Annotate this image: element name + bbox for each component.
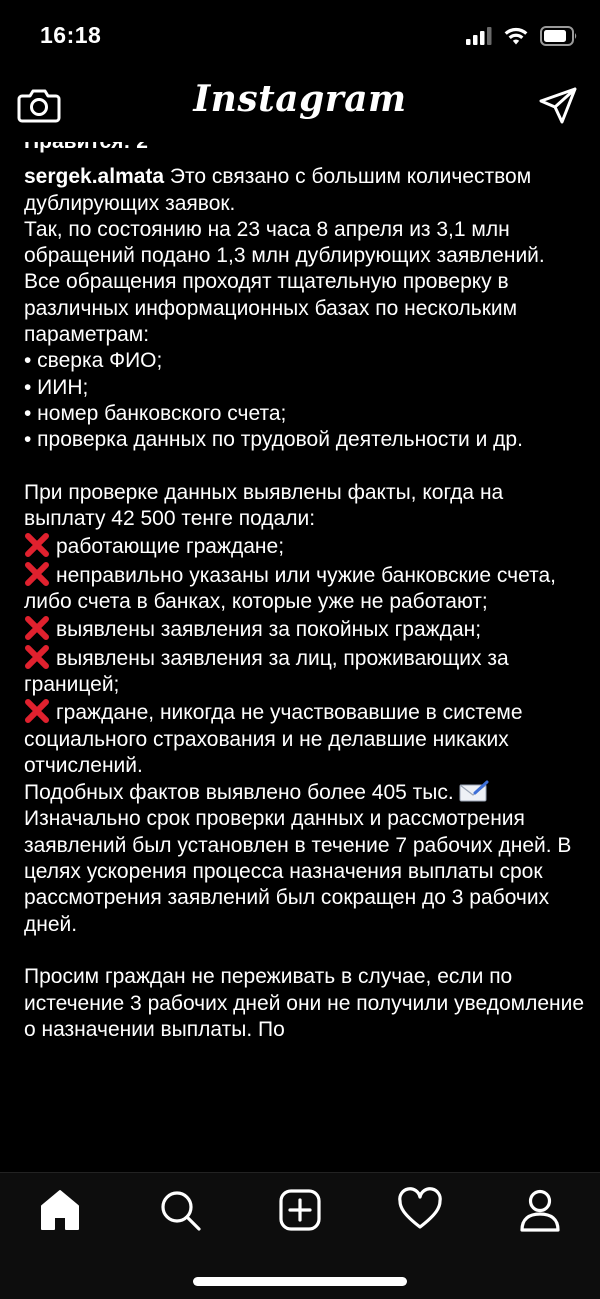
envelope-icon bbox=[458, 779, 488, 803]
direct-message-icon[interactable] bbox=[538, 85, 578, 125]
post-caption-area bbox=[24, 129, 584, 1043]
caption-text: Просим граждан не переживать в случае, если по истечение 3 рабочих дней они не получили уведомление о назначении выплаты. По bbox=[24, 965, 585, 1041]
bullet-item: • ИИН; bbox=[24, 375, 89, 399]
status-bar bbox=[0, 0, 600, 70]
cross-item bbox=[24, 615, 584, 643]
caption-comment bbox=[24, 164, 584, 1043]
search-icon[interactable] bbox=[157, 1187, 203, 1233]
activity-heart-icon[interactable] bbox=[397, 1187, 443, 1233]
cross-item-text: выявлены заявления за покойных граждан; bbox=[56, 618, 482, 642]
caption-text: Так, по состоянию на 23 часа 8 апреля из 3,1 млн обращений подано 1,3 млн дублирующих заявлений. bbox=[24, 217, 545, 268]
cross-item-text: выявлены заявления за лиц, проживающих за границей; bbox=[24, 646, 509, 696]
cross-mark-icon bbox=[24, 644, 50, 670]
caption-text: Подобных фактов выявлено более 405 тыс. bbox=[24, 781, 454, 805]
caption-text: Все обращения проходят тщательную проверку в различных информационных базах по нескольким параметрам: bbox=[24, 270, 518, 347]
cross-mark-icon bbox=[24, 698, 50, 724]
caption-text: Это связано с большим количеством дублирующих заявок. bbox=[24, 165, 532, 215]
cross-item bbox=[24, 561, 584, 616]
caption-text: Изначально срок проверки данных и рассмотрения заявлений был установлен в течение 7 рабочих дней. В целях ускорения процесса назначения выплаты срок рассмотрения заявлений был сокращен до 3 рабочих дней. bbox=[24, 807, 572, 936]
cross-item-text: граждане, никогда не участвовавшие в системе социального страхования и не делавшие никаких отчислений. bbox=[24, 701, 523, 777]
blank-line bbox=[24, 938, 584, 964]
cross-mark-icon bbox=[24, 615, 50, 641]
cross-mark-icon bbox=[24, 561, 50, 587]
caption-text: При проверке данных выявлены факты, когда на выплату 42 500 тенге подали: bbox=[24, 480, 504, 531]
status-icons bbox=[466, 24, 578, 48]
bullet-item: • проверка данных по трудовой деятельности и др. bbox=[24, 428, 523, 452]
status-time: 16:18 bbox=[40, 22, 102, 48]
caption-paragraph bbox=[24, 164, 584, 217]
profile-icon[interactable] bbox=[517, 1187, 563, 1233]
cross-item-text: неправильно указаны или чужие банковские счета, либо счета в банках, которые уже не работают; bbox=[24, 563, 557, 614]
bullet-item: • номер банковского счета; bbox=[24, 401, 287, 425]
signal-icon bbox=[466, 27, 492, 45]
cross-mark-icon bbox=[24, 532, 50, 558]
battery-icon bbox=[540, 26, 578, 46]
wifi-icon bbox=[504, 27, 528, 45]
cross-item bbox=[24, 532, 584, 560]
cross-item bbox=[24, 644, 584, 699]
bullet-item: • сверка ФИО; bbox=[24, 349, 163, 373]
home-icon[interactable] bbox=[37, 1187, 83, 1233]
post-content bbox=[0, 142, 600, 1172]
instagram-logo: Instagram bbox=[193, 78, 407, 120]
blank-line bbox=[24, 454, 584, 480]
cross-item-text: работающие граждане; bbox=[56, 535, 285, 559]
comment-username[interactable]: sergek.almata bbox=[24, 165, 165, 189]
app-header bbox=[0, 70, 600, 142]
new-post-icon[interactable] bbox=[277, 1187, 323, 1233]
home-indicator bbox=[193, 1277, 407, 1286]
cross-item bbox=[24, 698, 584, 779]
caption-paragraph bbox=[24, 779, 584, 806]
